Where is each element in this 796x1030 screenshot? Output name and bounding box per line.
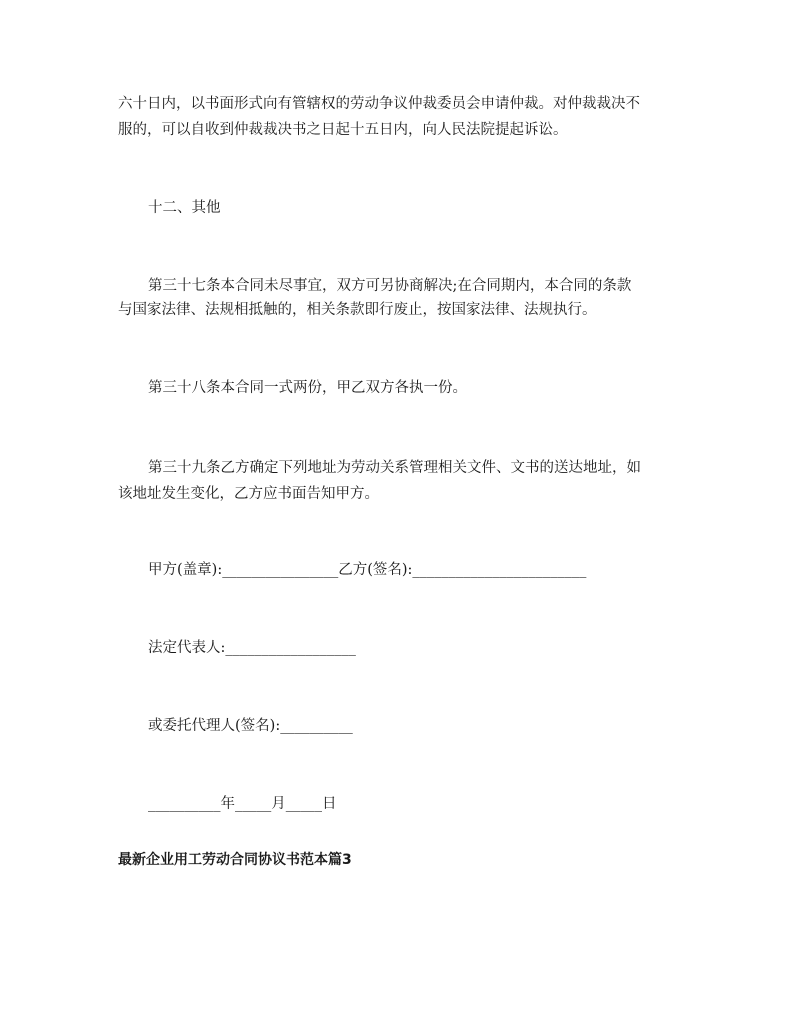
section-title-others: 十二、其他 [148, 200, 221, 216]
signature-party-a-b: 甲方(盖章):________________乙方(签名):________________________ [148, 562, 587, 578]
signature-legal-representative: 法定代表人:__________________ [148, 640, 356, 656]
signature-agent: 或委托代理人(签名):__________ [148, 718, 353, 734]
article-39-line-2: 该地址发生变化，乙方应书面告知甲方。 [118, 486, 379, 502]
article-39-line-1: 第三十九条乙方确定下列地址为劳动关系管理相关文件、文书的送达地址，如 [148, 460, 641, 476]
arbitration-paragraph-line-2: 服的，可以自收到仲裁裁决书之日起十五日内，向人民法院提起诉讼。 [118, 122, 568, 138]
arbitration-paragraph-line-1: 六十日内，以书面形式向有管辖权的劳动争议仲裁委员会申请仲裁。对仲裁裁决不 [118, 96, 640, 112]
article-37-line-1: 第三十七条本合同未尽事宜，双方可另协商解决;在合同期内，本合同的条款 [148, 278, 632, 294]
next-section-heading: 最新企业用工劳动合同协议书范本篇3 [118, 852, 352, 868]
article-37-line-2: 与国家法律、法规相抵触的，相关条款即行废止，按国家法律、法规执行。 [118, 302, 597, 318]
signature-date: __________年_____月_____日 [148, 796, 337, 812]
article-38: 第三十八条本合同一式两份，甲乙双方各执一份。 [148, 380, 467, 396]
